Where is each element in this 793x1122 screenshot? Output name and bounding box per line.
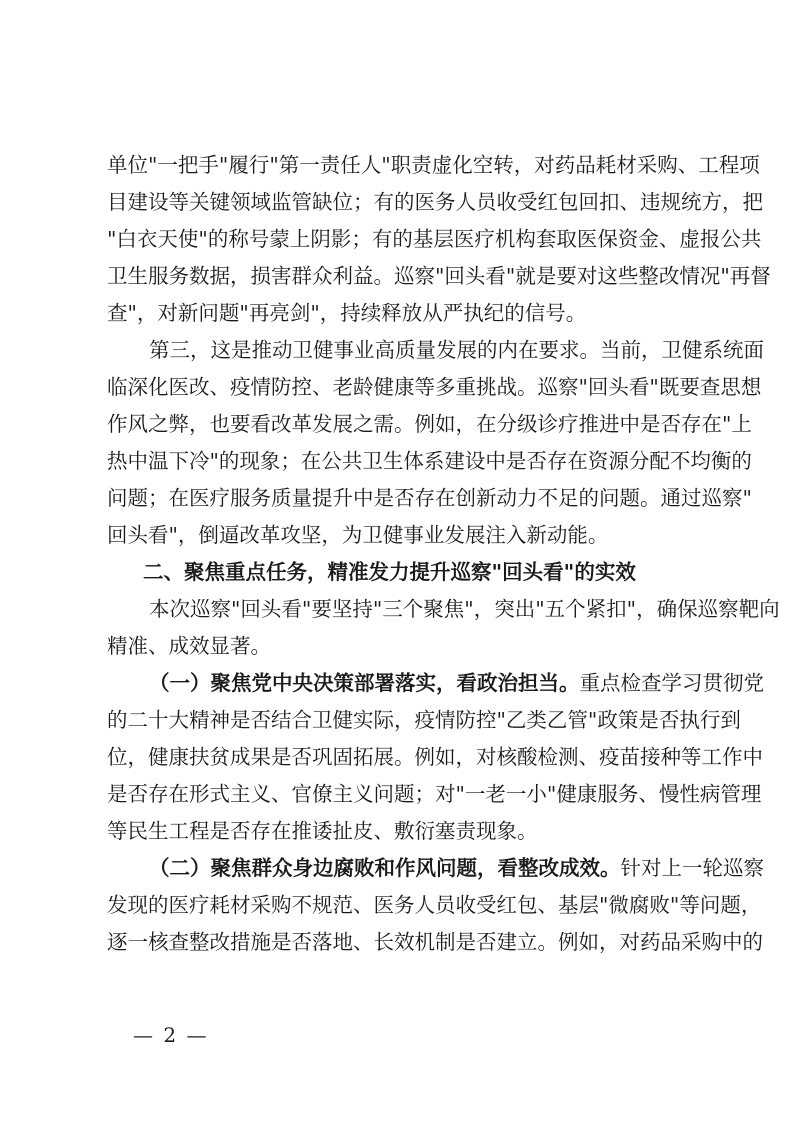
paragraph-text: 针对上一轮巡察	[620, 856, 764, 880]
paragraph-line: 逐一核查整改措施是否落地、长效机制是否建立。例如，对药品采购中的	[107, 930, 763, 954]
section-heading: 二、聚焦重点任务，精准发力提升巡察"回头看"的实效	[143, 560, 636, 584]
paragraph-line: 位，健康扶贫成果是否巩固拓展。例如，对核酸检测、疫苗接种等工作中	[107, 745, 763, 769]
paragraph-line: 问题；在医疗服务质量提升中是否存在创新动力不足的问题。通过巡察"	[107, 486, 752, 510]
paragraph-line: 是否存在形式主义、官僚主义问题；对"一老一小"健康服务、慢性病管理	[107, 782, 762, 806]
paragraph-line: 本次巡察"回头看"要坚持"三个聚焦"，突出"五个紧扣"，确保巡察靶向	[149, 597, 780, 621]
paragraph-line: 临深化医改、疫情防控、老龄健康等多重挑战。巡察"回头看"既要查思想	[107, 375, 762, 399]
paragraph-line	[149, 850, 764, 887]
paragraph-line: 回头看"，倒逼改革攻坚，为卫健事业发展注入新动能。	[107, 523, 609, 547]
paragraph-line: 卫生服务数据，损害群众利益。巡察"回头看"就是要对这些整改情况"再督	[107, 264, 771, 288]
paragraph-line: 等民生工程是否存在推诿扯皮、敷衍塞责现象。	[107, 819, 538, 843]
paragraph-line: 第三，这是推动卫健事业高质量发展的内在要求。当前，卫健系统面	[149, 338, 764, 362]
paragraph-line	[149, 665, 764, 702]
paragraph-line: 单位"一把手"履行"第一责任人"职责虚化空转，对药品耗材采购、工程项	[107, 153, 760, 177]
paragraph-line: 精准、成效显著。	[107, 634, 271, 658]
paragraph-line: 热中温下冷"的现象；在公共卫生体系建设中是否存在资源分配不均衡的	[107, 449, 752, 473]
paragraph-line: 目建设等关键领域监管缺位；有的医务人员收受红包回扣、违规统方，把	[107, 190, 763, 214]
page-number: — 2 —	[133, 1023, 209, 1047]
paragraph-line: 查"，对新问题"再亮剑"，持续释放从严执纪的信号。	[107, 301, 587, 325]
paragraph-line: 发现的医疗耗材采购不规范、医务人员收受红包、基层"微腐败"等问题，	[107, 893, 762, 917]
paragraph-line: 作风之弊，也要看改革发展之需。例如，在分级诊疗推进中是否存在"上	[107, 412, 752, 436]
paragraph-line: "白衣天使"的称号蒙上阴影；有的基层医疗机构套取医保资金、虚报公共	[107, 227, 762, 251]
bold-subheading: （一）聚焦党中央决策部署落实，看政治担当。	[149, 671, 580, 695]
paragraph-text: 重点检查学习贯彻党	[579, 671, 764, 695]
paragraph-line: 的二十大精神是否结合卫健实际，疫情防控"乙类乙管"政策是否执行到	[107, 708, 741, 732]
bold-subheading: （二）聚焦群众身边腐败和作风问题，看整改成效。	[149, 856, 621, 880]
